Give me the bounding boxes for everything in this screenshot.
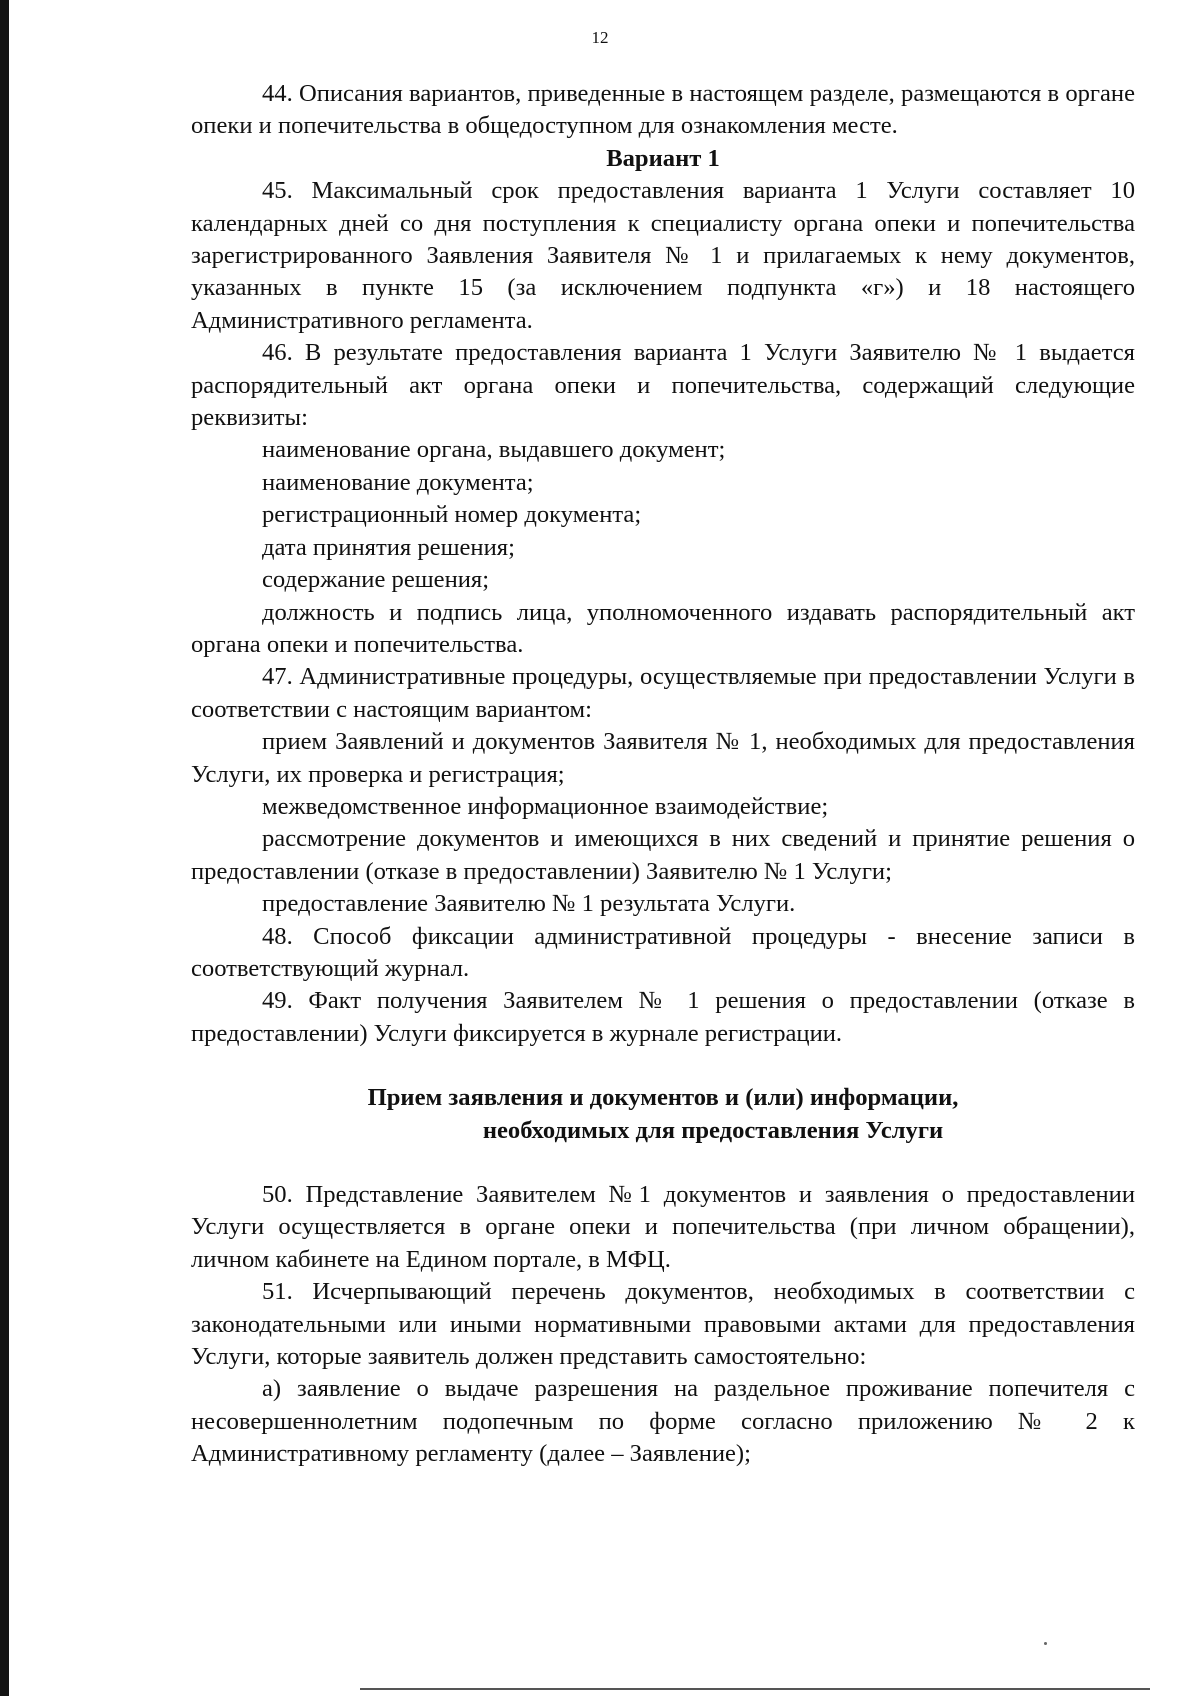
list-item-decision-content: содержание решения;: [262, 566, 490, 594]
section-heading-line2: необходимых для предоставления Услуги: [482, 1116, 944, 1144]
list-item-document-name: наименование документа;: [262, 468, 534, 496]
paragraph-49: 49. Факт получения Заявителем № 1 решения о предоставлении (отказе в предоставлении) Услуги фиксируется в журнале регистрации.: [191, 987, 1135, 1047]
scan-edge-left: [0, 0, 9, 1696]
paragraph-51-a: а) заявление о выдаче разрешения на раздельное проживание попечителя с несовершеннолетним подопечным по форме согласно приложению № 2 к Административному регламенту (далее – Заявление);: [191, 1375, 1135, 1468]
paragraph-44: 44. Описания вариантов, приведенные в настоящем разделе, размещаются в органе опеки и попечительства в общедоступном для ознакомления месте.: [191, 80, 1135, 140]
paragraph-46: 46. В результате предоставления варианта 1 Услуги Заявителю № 1 выдается распорядительный акт органа опеки и попечительства, содержащий следующие реквизиты:: [191, 339, 1135, 432]
scan-speck: [1044, 1642, 1047, 1645]
procedure-item-result: предоставление Заявителю № 1 результата Услуги.: [262, 890, 796, 918]
procedure-item-reception: прием Заявлений и документов Заявителя № 1, необходимых для предоставления Услуги, их проверка и регистрация;: [191, 728, 1135, 788]
procedure-item-review: рассмотрение документов и имеющихся в них сведений и принятие решения о предоставлении (отказе в предоставлении) Заявителю № 1 Услуги;: [191, 825, 1135, 885]
list-item-decision-date: дата принятия решения;: [262, 533, 515, 561]
procedure-item-interagency: межведомственное информационное взаимодействие;: [262, 792, 829, 820]
list-item-registration-number: регистрационный номер документа;: [262, 501, 642, 529]
paragraph-48: 48. Способ фиксации административной процедуры - внесение записи в соответствующий журнал.: [191, 922, 1135, 982]
paragraph-51: 51. Исчерпывающий перечень документов, необходимых в соответствии с законодательными или иными нормативными правовыми актами для предоставления Услуги, которые заявитель должен представить самостоятельно:: [191, 1278, 1135, 1371]
paragraph-50: 50. Представление Заявителем №1 документов и заявления о предоставлении Услуги осуществляется в органе опеки и попечительства (при личном обращении), личном кабинете на Едином портале, в МФЦ.: [191, 1181, 1135, 1273]
paragraph-45: 45. Максимальный срок предоставления варианта 1 Услуги составляет 10 календарных дней со дня поступления к специалисту органа опеки и попечительства зарегистрированного Заявления Заявителя № 1 и прилагаемых к нему документов, указанных в пункте 15 (за исключением подпункта «г») и 18 настоящего Административного регламента.: [191, 177, 1135, 334]
document-body: [191, 78, 1135, 1471]
section-heading-line1: Прием заявления и документов и (или) информации,: [367, 1084, 959, 1112]
scan-edge-bottom: [360, 1688, 1150, 1690]
section-heading: [191, 1082, 1135, 1147]
paragraph-47: 47. Административные процедуры, осуществляемые при предоставлении Услуги в соответствии с настоящим вариантом:: [191, 663, 1135, 723]
list-item-organ-name: наименование органа, выдавшего документ;: [262, 436, 726, 464]
variant-heading: Вариант 1: [606, 144, 720, 172]
list-item-signatory: должность и подпись лица, уполномоченного издавать распорядительный акт органа опеки и попечительства.: [191, 598, 1135, 658]
page-number: 12: [591, 28, 609, 47]
